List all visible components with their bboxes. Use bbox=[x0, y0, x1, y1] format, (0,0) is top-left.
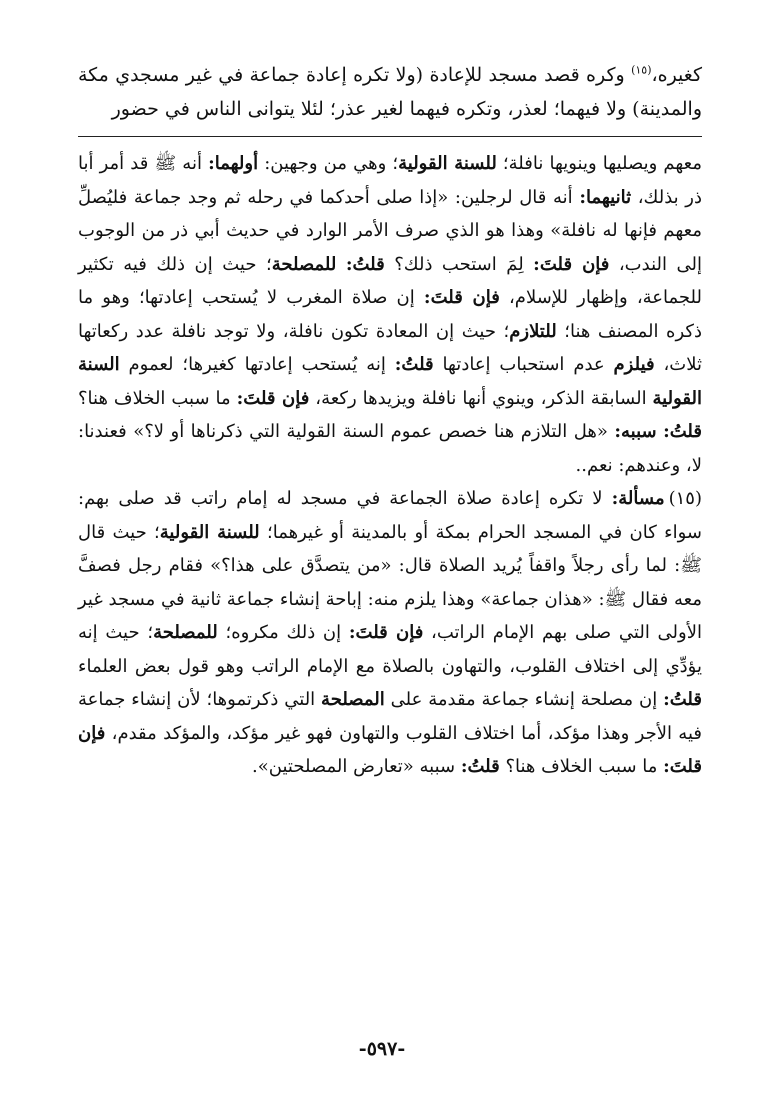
bold-term: قلتُ: bbox=[345, 253, 385, 275]
footnote-separator bbox=[78, 136, 702, 137]
bold-term: للتلازم bbox=[509, 320, 557, 342]
text-run: ؛ حيث قال ﷺ: لما رأى رجلاً واقفاً يُريد الصلاة قال: «من يتصدَّق على هذا؟» فقام رجل فصفَّ معه فقال ﷺ: «هذان جماعة» وهذا يلزم منه: إباحة إنشاء جماعة ثانية في مسجد غير الأولى التي صلى بهم الإمام الراتب، bbox=[78, 521, 702, 643]
text-run: ما سبب الخلاف هنا؟ bbox=[78, 387, 237, 409]
main-text-part1: كغيره، bbox=[651, 64, 702, 86]
bold-term: فإن قلتَ: bbox=[423, 287, 500, 308]
text-run: إن صلاة المغرب لا يُستحب إعادتها؛ وهو ما ذكره المصنف هنا؛ bbox=[78, 287, 703, 342]
text-run: إن مصلحة إنشاء جماعة مقدمة على bbox=[384, 689, 664, 710]
bold-term: فيلزم bbox=[613, 354, 655, 375]
bold-term: فإن قلتَ: bbox=[236, 387, 310, 409]
text-run bbox=[336, 254, 345, 275]
bold-term: مسألة: bbox=[611, 488, 665, 509]
page-body bbox=[78, 58, 702, 784]
bold-term: للسنة القولية bbox=[159, 521, 260, 543]
bold-term: قلتُ: bbox=[663, 421, 702, 442]
bold-term: للمصلحة bbox=[153, 622, 218, 643]
text-run: ؛ حيث إنه يؤدِّي إلى اختلاف القلوب، والتهاون بالصلاة مع الإمام الراتب وهو قول بعض العلماء bbox=[78, 622, 702, 677]
footnote-15 bbox=[78, 482, 702, 784]
text-run: إن ذلك مكروه؛ bbox=[217, 622, 349, 643]
bold-term: للمصلحة bbox=[271, 253, 337, 275]
text-run: ؛ حيث إن ذلك فيه تكثير للجماعة، وإظهار للإسلام، bbox=[78, 253, 702, 308]
footnote-number: (١٥) bbox=[668, 488, 702, 509]
main-text-part2: وكره قصد مسجد للإعادة (ولا تكره إعادة جماعة في غير مسجدي مكة والمدينة) ولا فيهما؛ لعذر، وتكره فيهما لغير عذر؛ لئلا يتوانى الناس في حضور bbox=[78, 64, 702, 120]
text-run: لا تكره إعادة صلاة الجماعة في مسجد له إمام راتب قد صلى بهم: سواء كان في المسجد الحرام بمكة أو بالمدينة أو غيرهما؛ bbox=[78, 488, 702, 543]
bold-term: ثانيهما: bbox=[579, 186, 632, 208]
bold-term: قلتُ: bbox=[460, 756, 500, 777]
text-run: عدم استحباب إعادتها bbox=[433, 354, 614, 375]
text-run: ما سبب الخلاف هنا؟ bbox=[499, 756, 664, 777]
text-run: ؛ حيث إن المعادة تكون نافلة، ولا توجد نافلة عدد ركعاتها ثلاث، bbox=[78, 320, 702, 375]
text-run: ؛ وهي من وجهين: bbox=[258, 153, 399, 174]
bold-term: فإن قلتَ: bbox=[78, 722, 702, 777]
footnote-reference[interactable]: (١٥) bbox=[631, 63, 652, 77]
footnote-15-body bbox=[78, 488, 702, 777]
text-run: إنه يُستحب إعادتها كغيرها؛ لعموم bbox=[119, 354, 395, 375]
text-run: لِمَ استحب ذلك؟ bbox=[384, 253, 534, 275]
text-run: «هل التلازم هنا خصص عموم السنة القولية التي ذكرناها أو لا؟» فعندنا: لا، وعندهم: نعم.. bbox=[78, 421, 702, 476]
text-run: أنه ﷺ قد أمر أبا ذر بذلك، bbox=[78, 153, 702, 208]
bold-term: السنة القولية bbox=[78, 354, 702, 409]
bold-term: قلتُ: bbox=[394, 354, 434, 375]
footnote-continuation bbox=[78, 147, 702, 482]
bold-term: أولهما: bbox=[208, 153, 259, 174]
text-run: التي ذكرتموها؛ لأن إنشاء جماعة فيه الأجر وهذا مؤكد، أما اختلاف القلوب والتهاون فهو غير مؤكد، والمؤكد مقدم، bbox=[78, 689, 702, 744]
bold-term: سببه: bbox=[614, 421, 657, 442]
bold-term: للسنة القولية bbox=[398, 153, 497, 174]
main-paragraph bbox=[78, 58, 702, 126]
text-run: السابقة الذكر، وينوي أنها نافلة ويزيدها ركعة، bbox=[309, 387, 653, 409]
text-run: معهم ويصليها وينويها نافلة؛ bbox=[496, 153, 702, 174]
footnotes bbox=[78, 147, 702, 784]
bold-term: قلتُ: bbox=[663, 689, 702, 710]
main-text bbox=[78, 58, 702, 126]
page-number: -٥٩٧- bbox=[358, 1038, 406, 1060]
bold-term: فإن قلتَ: bbox=[533, 253, 610, 275]
bold-term: فإن قلتَ: bbox=[348, 622, 424, 643]
bold-term: المصلحة bbox=[321, 689, 385, 710]
text-run: أنه قال لرجلين: «إذا صلى أحدكما في رحله ثم وجد جماعة فليُصلِّ معهم فإنها له نافلة» وهذا هو الذي صرف الأمر الوارد في حديث أبي ذر من الوجوب إلى الندب، bbox=[78, 186, 702, 275]
text-run: سببه «تعارض المصلحتين». bbox=[252, 756, 461, 777]
